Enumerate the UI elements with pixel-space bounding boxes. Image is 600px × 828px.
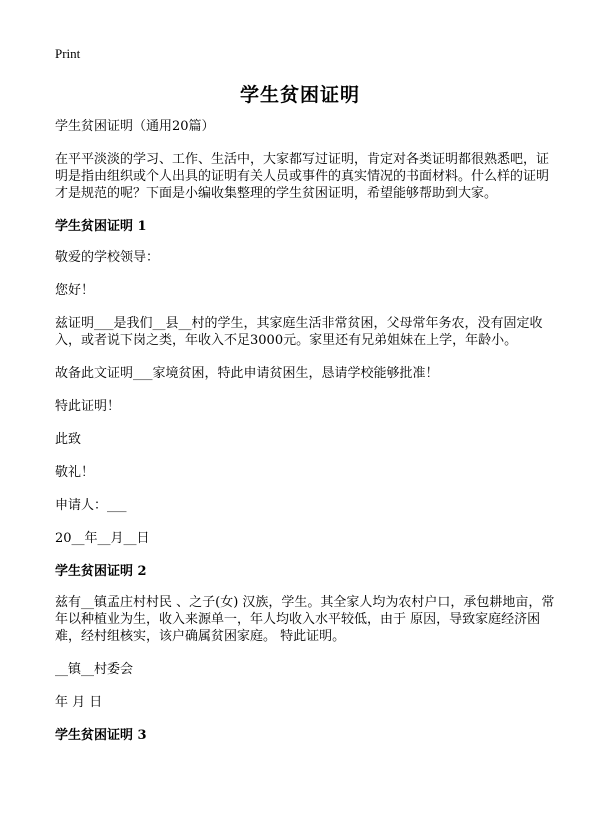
date-line: 年 月 日 — [55, 695, 103, 710]
intro-paragraph: 在平平淡淡的学习、工作、生活中，大家都写过证明，肯定对各类证明都很熟悉吧，证明是指由组织或个人出具的证明有关人员或事件的真实情况的书面材料。什么样的证明才是规范的呢？下面是小编收集整理的学生贫困证明，希望能够帮助到大家。 — [55, 152, 550, 201]
date-line: 20__年__月__日 — [55, 531, 150, 546]
body-paragraph: 兹证明___是我们__县__村的学生，其家庭生活非常贫困，父母常年务农，没有固定收入，或者说下岗之类，年收入不足3000元。家里还有兄弟姐妹在上学，年龄小。 — [55, 316, 543, 348]
page-title: 学生贫困证明 — [239, 84, 360, 106]
body-paragraph: 故备此文证明___家境贫困，特此申请贫困生，恳请学校能够批准！ — [55, 366, 439, 381]
greeting: 您好！ — [55, 283, 95, 298]
document-body — [55, 118, 555, 758]
signature-line: __镇__村委会 — [55, 662, 134, 677]
section-heading: 学生贫困证明 2 — [55, 564, 147, 579]
section-heading: 学生贫困证明 3 — [55, 728, 147, 743]
closing-line: 敬礼！ — [55, 465, 95, 480]
salutation: 敬爱的学校领导： — [55, 250, 160, 265]
closing-line: 此致 — [55, 432, 82, 447]
applicant-line: 申请人：___ — [55, 498, 127, 513]
body-paragraph: 兹有__镇孟庄村村民 、之子(女) 汉族，学生。其全家人均为农村户口，承包耕地亩，常年以种植业为生，收入来源单一，年人均收入水平较低，由于 原因，导致家庭经济困难，经村组核实，该户确属贫困家庭。 特此证明。 — [55, 595, 555, 644]
closing-line: 特此证明！ — [55, 399, 121, 414]
print-link[interactable]: Print — [55, 46, 81, 61]
section-heading: 学生贫困证明 1 — [55, 219, 147, 234]
document-subtitle: 学生贫困证明（通用20篇） — [55, 119, 215, 134]
